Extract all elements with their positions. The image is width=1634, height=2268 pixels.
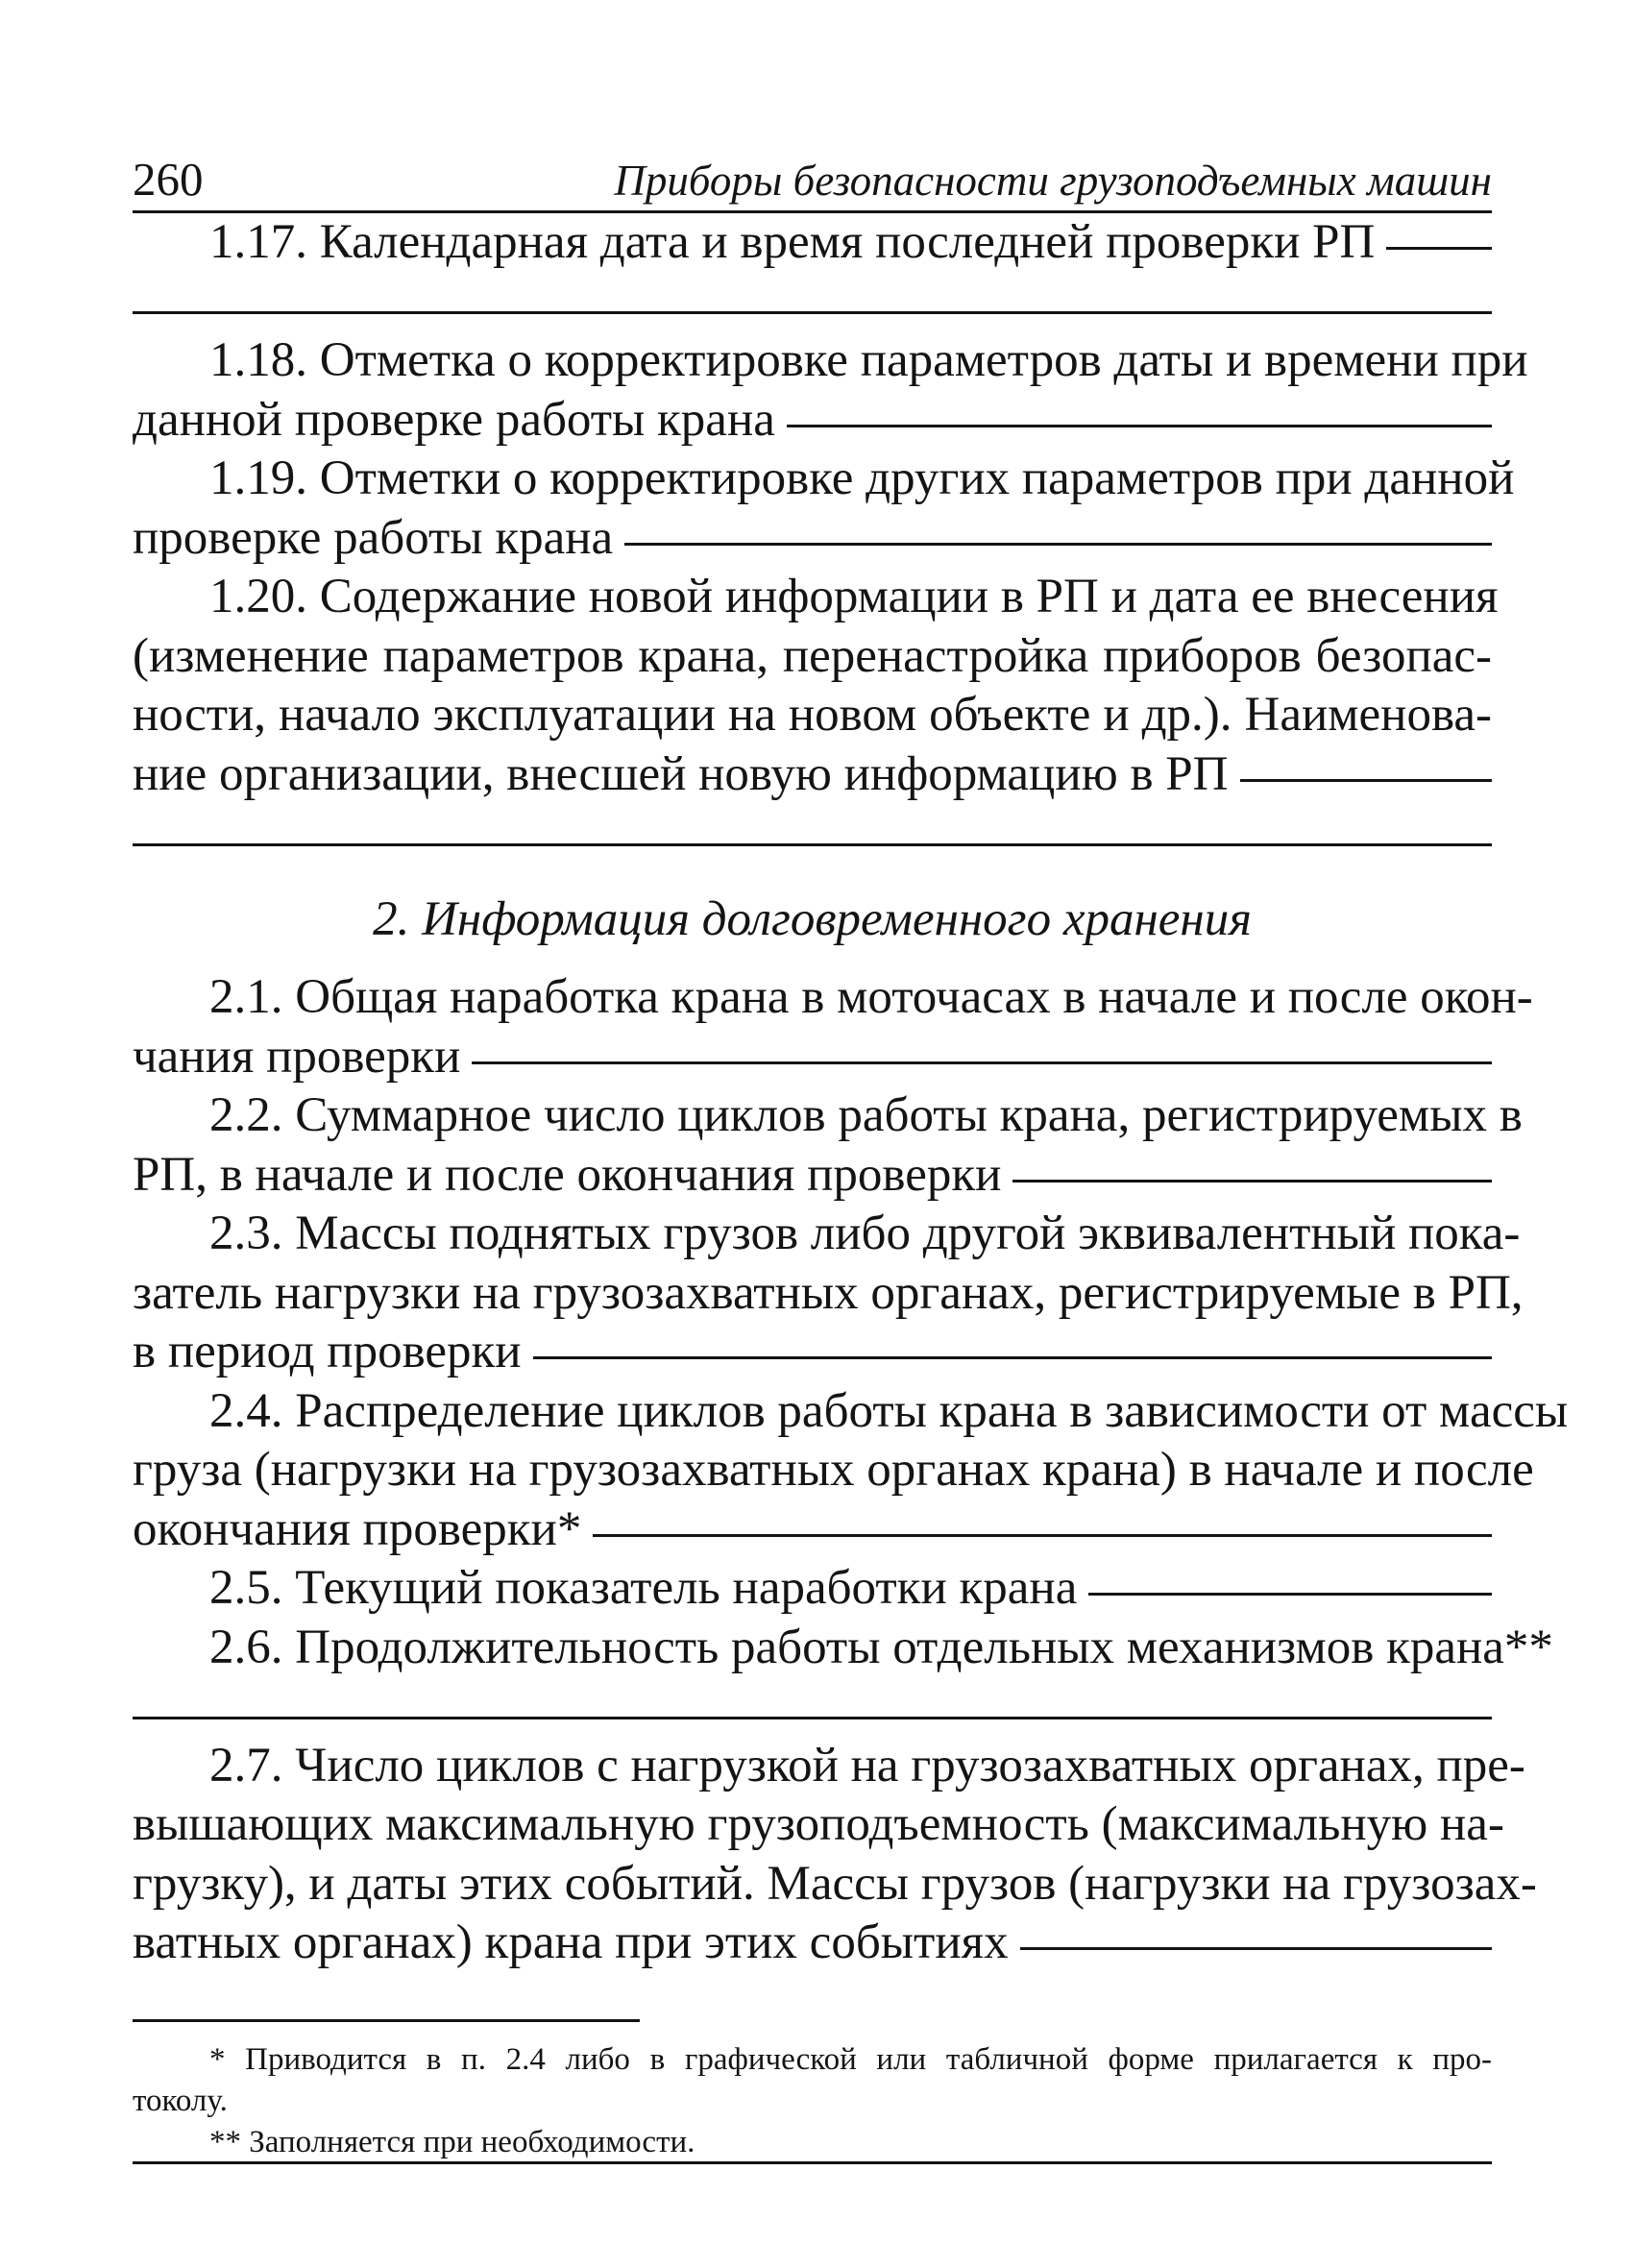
item-text: вышающих максимальную грузоподъемность (максимальную на- [133,1797,1504,1851]
item-1-18 [133,331,1528,450]
fill-in-line [624,543,1492,546]
item-2-2 [133,1086,1523,1205]
fill-in-line [1012,1180,1492,1183]
section-1-items [133,213,1528,864]
footnote-text: токолу. [133,2083,228,2118]
fill-in-line [1386,247,1492,250]
section-2-items [133,968,1569,1973]
footnote-text: * Приводится в п. 2.4 либо в графической или табличной форме прилагается к про- [209,2041,1492,2077]
item-text: чания проверки [133,1029,461,1084]
item-text: 2.6. Продолжительность работы отдельных механизмов крана** [209,1620,1553,1674]
item-text: 1.20. Содержание новой информации в РП и дата ее внесения [209,570,1499,623]
item-2-5 [133,1559,1492,1619]
item-text: ности, начало эксплуатации на новом объекте и др.). Наименова- [133,688,1492,742]
item-text: 2.3. Массы поднятых грузов либо другой эквивалентный пока- [209,1207,1521,1260]
item-text: грузку), и даты этих событий. Массы грузов (нагрузки на грузозах- [133,1856,1537,1911]
item-text: 2.5. Текущий показатель наработки крана [209,1561,1078,1615]
fill-in-line [133,273,1492,332]
item-text: 2.4. Распределение циклов работы крана в зависимости от массы [209,1383,1569,1438]
fill-in-line [787,425,1492,427]
item-2-3 [133,1205,1524,1382]
item-2-7 [133,1737,1537,1973]
footnotes [133,2019,1492,2163]
item-1-20 [133,568,1499,864]
fill-in-line [533,1356,1492,1359]
item-2-4 [133,1382,1569,1560]
item-2-6 [133,1619,1553,1737]
item-text: ние организации, внесшей новую информацию в РП [133,746,1229,801]
item-1-17 [133,213,1492,331]
item-text: окончания проверки* [133,1501,582,1556]
item-text: 1.18. Отметка о корректировке параметров даты и времени при [209,333,1528,387]
page [133,153,1569,2163]
item-text: ватных органах) крана при этих событиях [133,1915,1009,1969]
fill-in-line [593,1534,1492,1537]
item-2-1 [133,968,1533,1086]
section-2-title: 2. Информация долговременного хранения [373,891,1252,946]
footnote-text: ** Заполняется при необходимости. [209,2124,695,2159]
item-text: затель нагрузки на грузозахватных органах, регистрируемые в РП, [133,1265,1524,1320]
item-1-19 [133,450,1515,568]
footnote-rule [133,2019,640,2022]
item-text: в период проверки [133,1325,522,1378]
item-text: РП, в начале и после окончания проверки [133,1147,1002,1202]
item-text: 2.2. Суммарное число циклов работы крана, регистрируемых в [209,1088,1523,1142]
fill-in-line [1088,1593,1492,1596]
fill-in-line [1020,1947,1492,1950]
fill-in-line [1240,779,1492,782]
item-text: 1.17. Календарная дата и время последней проверки РП [209,215,1376,269]
item-text: 1.19. Отметки о корректировке других параметров при данной [209,451,1515,505]
fill-in-line [472,1061,1492,1064]
item-text: данной проверке работы крана [133,392,775,447]
page-header [133,154,1492,213]
page-number: 260 [133,153,204,206]
running-title: Приборы безопасности грузоподъемных машин [614,157,1492,205]
item-text: 2.7. Число циклов с нагрузкой на грузозахватных органах, пре- [209,1738,1525,1792]
bottom-rule [133,2161,1492,2164]
item-text: груза (нагрузки на грузозахватных органах крана) в начале и после [133,1443,1534,1497]
item-text: (изменение параметров крана, перенастройка приборов безопас- [133,628,1492,683]
item-text: 2.1. Общая наработка крана в моточасах в начале и после окон- [209,970,1533,1024]
fill-in-line [133,1677,1492,1737]
fill-in-line [133,804,1492,864]
item-text: проверке работы крана [133,510,614,565]
